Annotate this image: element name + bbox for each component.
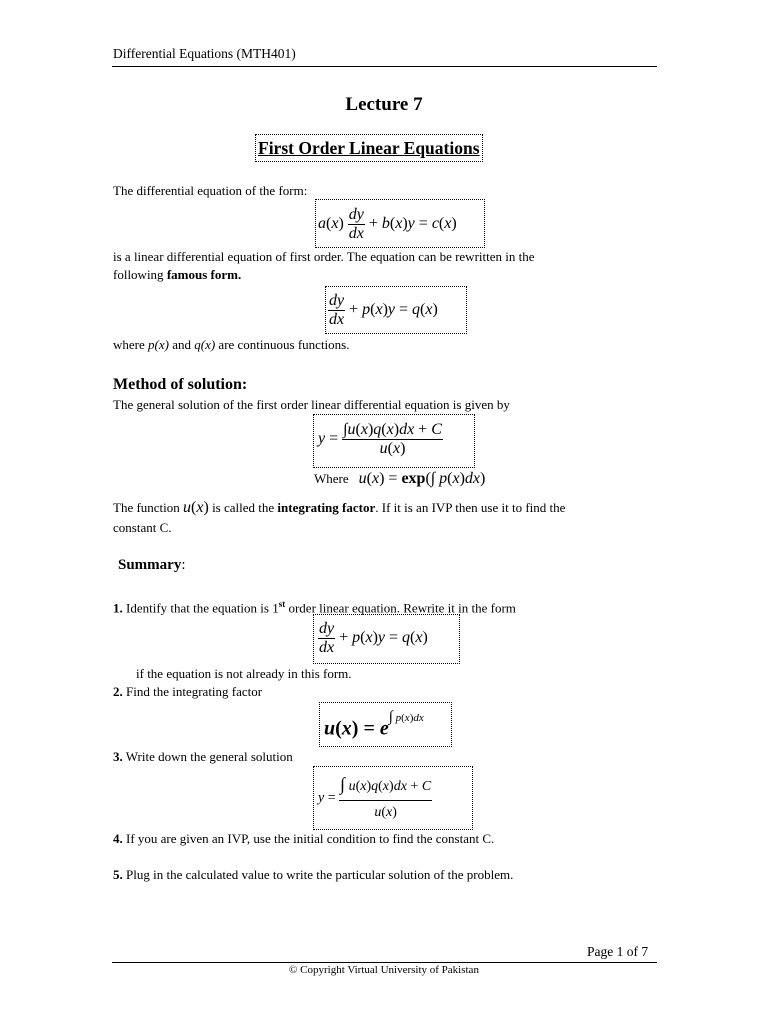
intro-line-3 bbox=[113, 266, 241, 284]
step-5-number: 5. bbox=[113, 867, 123, 882]
where-prefix: where bbox=[113, 337, 149, 352]
lecture-title: Lecture 7 bbox=[345, 94, 423, 115]
intro-line-3-prefix: following bbox=[113, 267, 167, 282]
step-4 bbox=[113, 830, 494, 848]
famous-form-label: famous form. bbox=[166, 267, 242, 282]
course-header: Differential Equations (MTH401) bbox=[113, 46, 296, 61]
step-2-number: 2. bbox=[113, 684, 123, 699]
integrating-factor-label: integrating factor bbox=[277, 500, 376, 515]
function-line: The function u(x) is called the integrating factor. If it is an IVP then use it to find the bbox=[113, 499, 566, 516]
summary-heading: Summary bbox=[118, 557, 182, 573]
equation-step-3: y = $\frac{\int u(x)q(x)dx + C}{u(x)}$ bbox=[313, 766, 473, 830]
equation-step-1: $\frac{dy}{dx}$ + p(x)y = q(x) bbox=[313, 614, 460, 664]
method-line-1: The general solution of the first order linear differential equation is given by bbox=[113, 397, 510, 412]
where-and: and bbox=[168, 337, 195, 352]
step-2-text: Find the integrating factor bbox=[122, 684, 263, 699]
step-3 bbox=[113, 748, 293, 766]
function-middle: is called the bbox=[208, 500, 278, 515]
method-heading: Method of solution: bbox=[113, 376, 248, 393]
step-5 bbox=[113, 866, 513, 884]
step-5-text: Plug in the calculated value to write the particular solution of the problem. bbox=[122, 867, 514, 882]
summary-colon: : bbox=[181, 557, 186, 573]
equation-general-solution: y = $\frac{\int u(x)q(x)dx + C}{u(x)}$ bbox=[313, 414, 475, 468]
qx-symbol: q(x) bbox=[194, 337, 216, 352]
step-1-sup: st bbox=[278, 599, 286, 609]
function-prefix: The function bbox=[113, 500, 184, 515]
step-1-text: Identify that the equation is 1 bbox=[122, 600, 279, 616]
step-1-rest: order linear equation. Rewrite it in the form bbox=[285, 600, 516, 616]
step-4-number: 4. bbox=[113, 831, 123, 846]
footer-rule bbox=[112, 962, 657, 963]
equation-general-form: a(x) $\frac{dy}{dx}$ + b(x)y = c(x) bbox=[315, 199, 485, 248]
integrating-factor-definition: Where u(x) = exp(∫ p(x)dx) bbox=[314, 470, 486, 487]
intro-line-2: is a linear differential equation of first order. The equation can be rewritten in the bbox=[113, 249, 535, 264]
function-suffix: . If it is an IVP then use it to find the bbox=[375, 500, 566, 515]
step-4-text: If you are given an IVP, use the initial condition to find the constant C. bbox=[122, 831, 495, 846]
step-3-text: Write down the general solution bbox=[122, 749, 293, 764]
constant-line: constant C. bbox=[113, 520, 172, 535]
where-line bbox=[113, 336, 349, 354]
summary-heading-row bbox=[118, 557, 186, 574]
equation-step-2: $u(x) = e^{\int p(x)dx}$ bbox=[319, 702, 452, 747]
step-1-note: if the equation is not already in this form. bbox=[136, 666, 352, 681]
where-label: Where bbox=[314, 471, 349, 486]
px-symbol: p(x) bbox=[148, 337, 169, 352]
step-1-number: 1. bbox=[113, 600, 123, 616]
step-2 bbox=[113, 683, 262, 701]
lecture-subtitle: First Order Linear Equations bbox=[255, 134, 483, 162]
intro-line-1: The differential equation of the form: bbox=[113, 183, 308, 198]
copyright: © Copyright Virtual University of Pakistan bbox=[289, 964, 479, 976]
where-suffix: are continuous functions. bbox=[215, 337, 350, 352]
page-number: Page 1 of 7 bbox=[587, 944, 649, 959]
equation-famous-form: $\frac{dy}{dx}$ + p(x)y = q(x) bbox=[325, 286, 467, 334]
step-3-number: 3. bbox=[113, 749, 123, 764]
header-rule bbox=[112, 66, 657, 67]
